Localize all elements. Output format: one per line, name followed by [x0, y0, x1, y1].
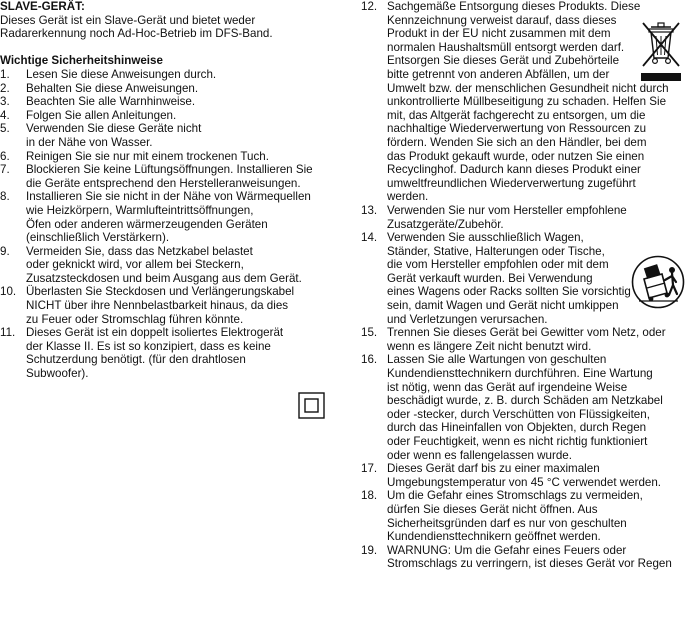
- list-item-line: die Geräte entsprechend den Herstelleranweisungen.: [26, 176, 301, 190]
- list-item-line: in der Nähe von Wasser.: [26, 135, 153, 149]
- list-item-number: 10.: [0, 285, 17, 299]
- double-insulation-icon: [298, 392, 325, 419]
- list-item-line: Verwenden Sie nur vom Hersteller empfohlene: [387, 203, 627, 217]
- list-item-line: unkontrollierte Müllbeseitigung zu schaden. Helfen Sie: [387, 95, 667, 109]
- list-item: [361, 544, 687, 571]
- list-item-line: oder -stecker, durch Verschütten von Flüssigkeiten,: [387, 407, 650, 421]
- list-item: [0, 190, 330, 244]
- list-item-line: Schutzerdung benötigt. (für den drahtlosen: [26, 353, 246, 367]
- list-item-line: NICHT über ihre Nennbelastbarkeit hinaus, da dies: [26, 299, 289, 313]
- list-item-line: durch das Hineinfallen von Objekten, durch Regen: [387, 421, 647, 435]
- list-item-line: Zusatzsteckdosen und beim Ausgang aus dem Gerät.: [26, 271, 302, 285]
- list-item-number: 5.: [0, 122, 10, 136]
- list-item-line: sein, damit Wagen und Gerät nicht umkippen: [387, 299, 619, 313]
- slave-text-line: Dieses Gerät ist ein Slave-Gerät und bietet weder: [0, 13, 256, 27]
- list-item: [0, 285, 330, 326]
- list-item-number: 19.: [361, 543, 378, 557]
- list-item-line: WARNUNG: Um die Gefahr eines Feuers oder: [387, 543, 627, 557]
- list-item-line: Behalten Sie diese Anweisungen.: [26, 81, 199, 95]
- list-item: [361, 353, 687, 462]
- list-item: [361, 462, 687, 489]
- list-item: [0, 150, 330, 164]
- list-item-line: Lesen Sie diese Anweisungen durch.: [26, 67, 217, 81]
- list-item-line: Verwenden Sie diese Geräte nicht: [26, 122, 202, 136]
- list-item-number: 18.: [361, 489, 378, 503]
- list-item: [361, 326, 687, 353]
- list-item: [361, 204, 687, 231]
- slave-text: [0, 14, 330, 41]
- list-item-line: normalen Haushaltsmüll entsorgt werden darf.: [387, 40, 625, 54]
- list-item-line: Dieses Gerät ist ein doppelt isoliertes Elektrogerät: [26, 326, 284, 340]
- list-item-line: und Verletzungen verursachen.: [387, 312, 548, 326]
- list-item-number: 11.: [0, 326, 16, 340]
- list-item-line: Sicherheitsgründen darf es nur von geschulten: [387, 516, 627, 530]
- list-item-line: Lassen Sie alle Wartungen von geschulten: [387, 353, 607, 367]
- list-item-number: 4.: [0, 108, 10, 122]
- list-item-number: 12.: [361, 0, 378, 13]
- list-item-line: nachhaltige Wiederverwertung von Ressourcen zu: [387, 122, 647, 136]
- list-item-number: 13.: [361, 203, 378, 217]
- list-item-line: Sachgemäße Entsorgung dieses Produkts. Diese: [387, 0, 641, 13]
- list-item: [0, 68, 330, 82]
- list-item-line: dürfen Sie dieses Gerät nicht öffnen. Aus: [387, 502, 598, 516]
- list-item: [0, 122, 330, 149]
- safety-heading: Wichtige Sicherheitshinweise: [0, 54, 163, 68]
- list-item-line: Vermeiden Sie, dass das Netzkabel belastet: [26, 244, 253, 258]
- list-item: [0, 95, 330, 109]
- list-item-line: Um die Gefahr eines Stromschlags zu vermeiden,: [387, 489, 643, 503]
- list-item-number: 14.: [361, 231, 378, 245]
- list-item-line: Recyclinghof. Dadurch kann dieses Produkt einer: [387, 163, 641, 177]
- list-item-line: Trennen Sie dieses Gerät bei Gewitter vom Netz, oder: [387, 326, 666, 340]
- list-item-number: 15.: [361, 326, 378, 340]
- list-item-number: 6.: [0, 149, 10, 163]
- list-item-line: wenn es längere Zeit nicht benutzt wird.: [387, 339, 592, 353]
- list-item: [0, 163, 330, 190]
- list-item-line: oder geknickt wird, vor allem bei Steckern,: [26, 258, 244, 272]
- list-item: [0, 326, 330, 380]
- list-item-number: 8.: [0, 190, 10, 204]
- list-item-number: 16.: [361, 353, 378, 367]
- list-item-line: Subwoofer).: [26, 367, 89, 381]
- left-column: [0, 0, 330, 381]
- list-item-line: Dieses Gerät darf bis zu einer maximalen: [387, 462, 600, 476]
- list-item-line: Umwelt bzw. der menschlichen Gesundheit nicht durch: [387, 81, 669, 95]
- list-item-line: fördern. Wenden Sie sich an den Händler, bei dem: [387, 135, 647, 149]
- list-item: [0, 109, 330, 123]
- list-item-line: eines Wagens oder Racks sollten Sie vorsichtig: [387, 285, 631, 299]
- list-item-line: bitte getrennt von anderen Abfällen, um der: [387, 67, 610, 81]
- list-item-line: umweltfreundlichen Wiederverwertung zugeführt: [387, 176, 636, 190]
- list-item-number: 9.: [0, 244, 10, 258]
- list-item-number: 7.: [0, 163, 10, 177]
- list-item-line: werden.: [387, 190, 429, 204]
- list-item-line: Folgen Sie allen Anleitungen.: [26, 108, 177, 122]
- list-item-line: der Klasse II. Es ist so konzipiert, dass es keine: [26, 339, 271, 353]
- list-item-line: oder wenn es fallengelassen wurde.: [387, 448, 572, 462]
- list-item-line: (einschließlich Verstärkern).: [26, 231, 170, 245]
- list-item-line: mit, das Altgerät fachgerecht zu entsorgen, um die: [387, 108, 646, 122]
- list-item-number: 17.: [361, 462, 378, 476]
- list-item-line: Blockieren Sie keine Lüftungsöffnungen. Installieren Sie: [26, 163, 313, 177]
- list-item-line: Produkt in der EU nicht zusammen mit dem: [387, 27, 611, 41]
- list-item-line: oder Feuchtigkeit, wenn es nicht richtig funktioniert: [387, 435, 648, 448]
- list-item-line: Entsorgen Sie dieses Gerät und Zubehörteile: [387, 54, 620, 68]
- list-item-line: Kundendiensttechnikern geöffnet werden.: [387, 530, 601, 544]
- list-item-number: 1.: [0, 67, 10, 81]
- slave-text-line: Radarerkennung noch Ad-Hoc-Betrieb im DFS-Band.: [0, 27, 273, 41]
- crossed-out-wheelie-bin-icon: [637, 18, 685, 82]
- list-item-line: beschädigt wurde, z. B. durch Schäden am Netzkabel: [387, 394, 663, 408]
- list-item: [361, 489, 687, 543]
- list-item-line: Installieren Sie sie nicht in der Nähe von Wärmequellen: [26, 190, 311, 204]
- list-item-line: Kennzeichnung verweist darauf, dass dieses: [387, 13, 617, 27]
- list-item: [0, 245, 330, 286]
- list-item-line: Zusatzgeräte/Zubehör.: [387, 217, 504, 231]
- list-item-number: 3.: [0, 95, 10, 109]
- list-item-line: Öfen oder anderen wärmerzeugenden Geräten: [26, 217, 268, 231]
- list-item-line: zu Feuer oder Stromschlag führen könnte.: [26, 312, 244, 326]
- list-item-line: Reinigen Sie sie nur mit einem trockenen Tuch.: [26, 149, 269, 163]
- list-item-line: die vom Hersteller empfohlen oder mit dem: [387, 258, 609, 272]
- safety-list-left: [0, 68, 330, 381]
- list-item-line: ist nötig, wenn das Gerät auf irgendeine Weise: [387, 380, 628, 394]
- list-item-line: Verwenden Sie ausschließlich Wagen,: [387, 231, 584, 245]
- list-item-line: Überlasten Sie Steckdosen und Verlängerungskabel: [26, 285, 295, 299]
- list-item-number: 2.: [0, 81, 10, 95]
- list-item-line: Gerät verkauft wurden. Bei Verwendung: [387, 271, 593, 285]
- list-item-line: Kundendiensttechnikern durchführen. Eine Wartung: [387, 367, 653, 381]
- list-item-line: das Produkt gekauft wurde, oder nutzen Sie einen: [387, 149, 645, 163]
- list-item: [0, 82, 330, 96]
- slave-heading: SLAVE-GERÄT:: [0, 0, 85, 13]
- list-item-line: Beachten Sie alle Warnhinweise.: [26, 95, 196, 109]
- list-item-line: Stromschlags zu verringern, ist dieses Gerät vor Regen: [387, 557, 672, 571]
- list-item-line: Ständer, Stative, Halterungen oder Tische,: [387, 244, 605, 258]
- list-item-line: Umgebungstemperatur von 45 °C verwendet werden.: [387, 475, 662, 489]
- list-item-line: wie Heizkörpern, Warmlufteintrittsöffnungen,: [26, 203, 254, 217]
- cart-tip-over-warning-icon: [631, 255, 685, 309]
